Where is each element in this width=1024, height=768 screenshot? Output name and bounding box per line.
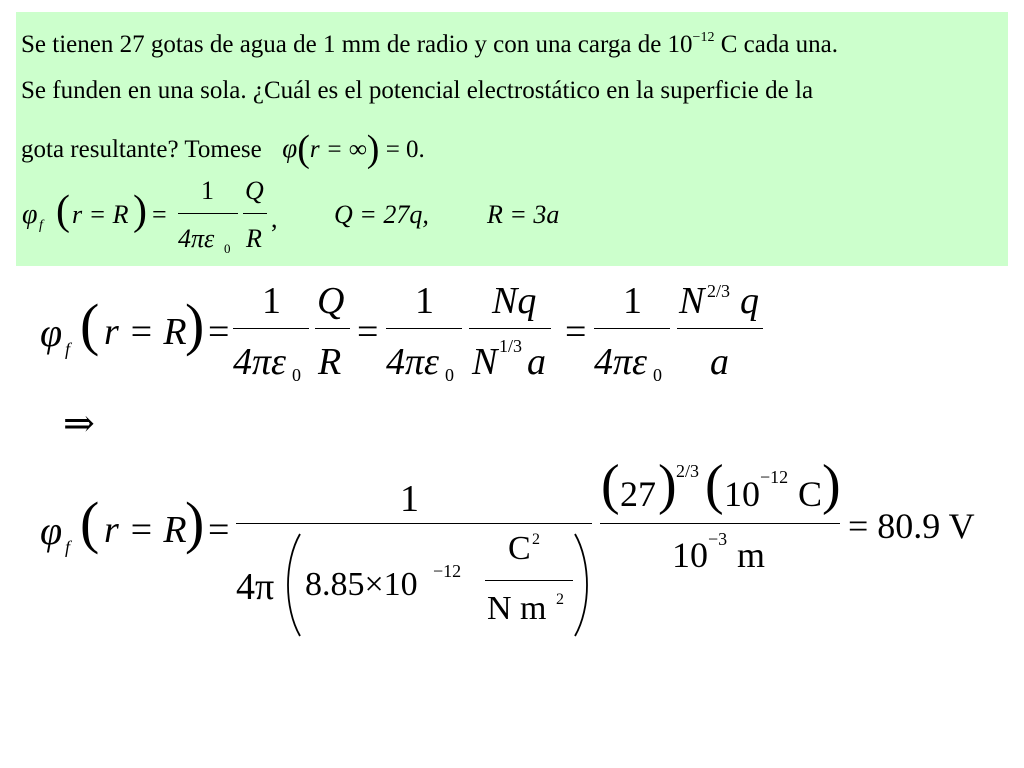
derivation-eq-2: = (357, 311, 379, 353)
derivation-phi: φ (40, 310, 63, 355)
derivation-4pieps-2: 4πε (386, 341, 440, 383)
given-comma: , (271, 204, 278, 233)
derivation-4pieps-3: 4πε (594, 341, 648, 383)
numeric-charge-exp: −12 (760, 467, 789, 487)
problem-text-1-end: C cada una. (720, 31, 839, 58)
problem-line-2: Se funden en una sola. ¿Cuál es el potencial electrostático en la superficie de la (21, 77, 814, 104)
numeric-phi-sub: f (65, 537, 71, 557)
numeric-unit-Nm: N m (487, 590, 547, 627)
numeric-eq: = (208, 509, 230, 551)
derivation-a-1: a (527, 341, 546, 383)
derivation-one-1: 1 (262, 280, 281, 322)
numeric-charge-unit: C (798, 474, 823, 514)
implies-arrow: ⇒ (63, 403, 95, 445)
derivation-phi-sub: f (65, 339, 71, 359)
derivation-a-2: a (710, 341, 729, 383)
given-Q-equation: Q = 27q, (334, 200, 429, 229)
numeric-result: = 80.9 V (848, 506, 975, 546)
given-phi-sub: f (39, 218, 43, 233)
problem-text-3-end: = 0. (385, 136, 425, 163)
numeric-radius-exp: −3 (708, 529, 728, 549)
numeric-phi: φ (40, 508, 63, 553)
given-one: 1 (201, 176, 214, 205)
numeric-4pi: 4π (236, 566, 275, 608)
numeric-radius: 10 (672, 535, 708, 575)
derivation-Q: Q (317, 280, 345, 322)
derivation-N23-exp: 2/3 (707, 281, 731, 301)
numeric-eps-exp: −12 (433, 561, 462, 581)
derivation-4pieps-1: 4πε (233, 341, 287, 383)
numeric-unit-Nm-exp: 2 (556, 591, 564, 608)
numeric-27-exp: 2/3 (676, 461, 700, 481)
numeric-unit-C: C (508, 530, 531, 567)
derivation-Nq: Nq (492, 280, 537, 322)
numeric-radius-unit: m (737, 535, 766, 575)
derivation-N: N (472, 341, 498, 383)
numeric-one: 1 (400, 478, 419, 520)
numeric-eps-value: 8.85×10 (305, 566, 418, 603)
derivation-R: R (318, 341, 342, 383)
derivation-one-3: 1 (623, 280, 642, 322)
derivation-N-exp: 1/3 (499, 336, 523, 356)
derivation-eq-1: = (208, 311, 230, 353)
numeric-arg: r = R (104, 509, 187, 551)
given-4pieps: 4πε (178, 224, 215, 253)
problem-text-3: gota resultante? Tomese (21, 136, 262, 163)
given-eps-sub: 0 (224, 241, 231, 256)
derivation-one-2: 1 (415, 280, 434, 322)
derivation-arg: r = R (104, 311, 187, 353)
derivation-eps-sub-3: 0 (653, 365, 662, 385)
given-R-equation: R = 3a (487, 200, 560, 229)
numeric-27: 27 (620, 474, 656, 514)
derivation-q: q (740, 280, 759, 322)
problem-exponent: −12 (692, 30, 715, 45)
problem-text-1: Se tienen 27 gotas de agua de 1 mm de radio y con una carga de 10 (21, 31, 693, 58)
derivation-N23: N (679, 280, 705, 322)
derivation-eq-3: = (565, 311, 587, 353)
numeric-charge: 10 (724, 474, 760, 514)
left-big-paren (280, 532, 302, 638)
problem-line-1 (21, 31, 838, 57)
problem-line-3: gota resultante? Tomese φ(r = ∞) = 0. (21, 128, 425, 170)
derivation-eps-sub-1: 0 (292, 365, 301, 385)
problem-math-condition: r = ∞ (309, 136, 367, 163)
given-arg: r = R (72, 200, 129, 229)
given-phi: φ (22, 199, 38, 230)
right-big-paren (573, 532, 595, 638)
given-R: R (246, 224, 262, 253)
numeric-unit-C-exp: 2 (532, 531, 540, 548)
given-equals: = (152, 200, 167, 229)
derivation-eps-sub-2: 0 (445, 365, 454, 385)
given-Q: Q (245, 176, 264, 205)
